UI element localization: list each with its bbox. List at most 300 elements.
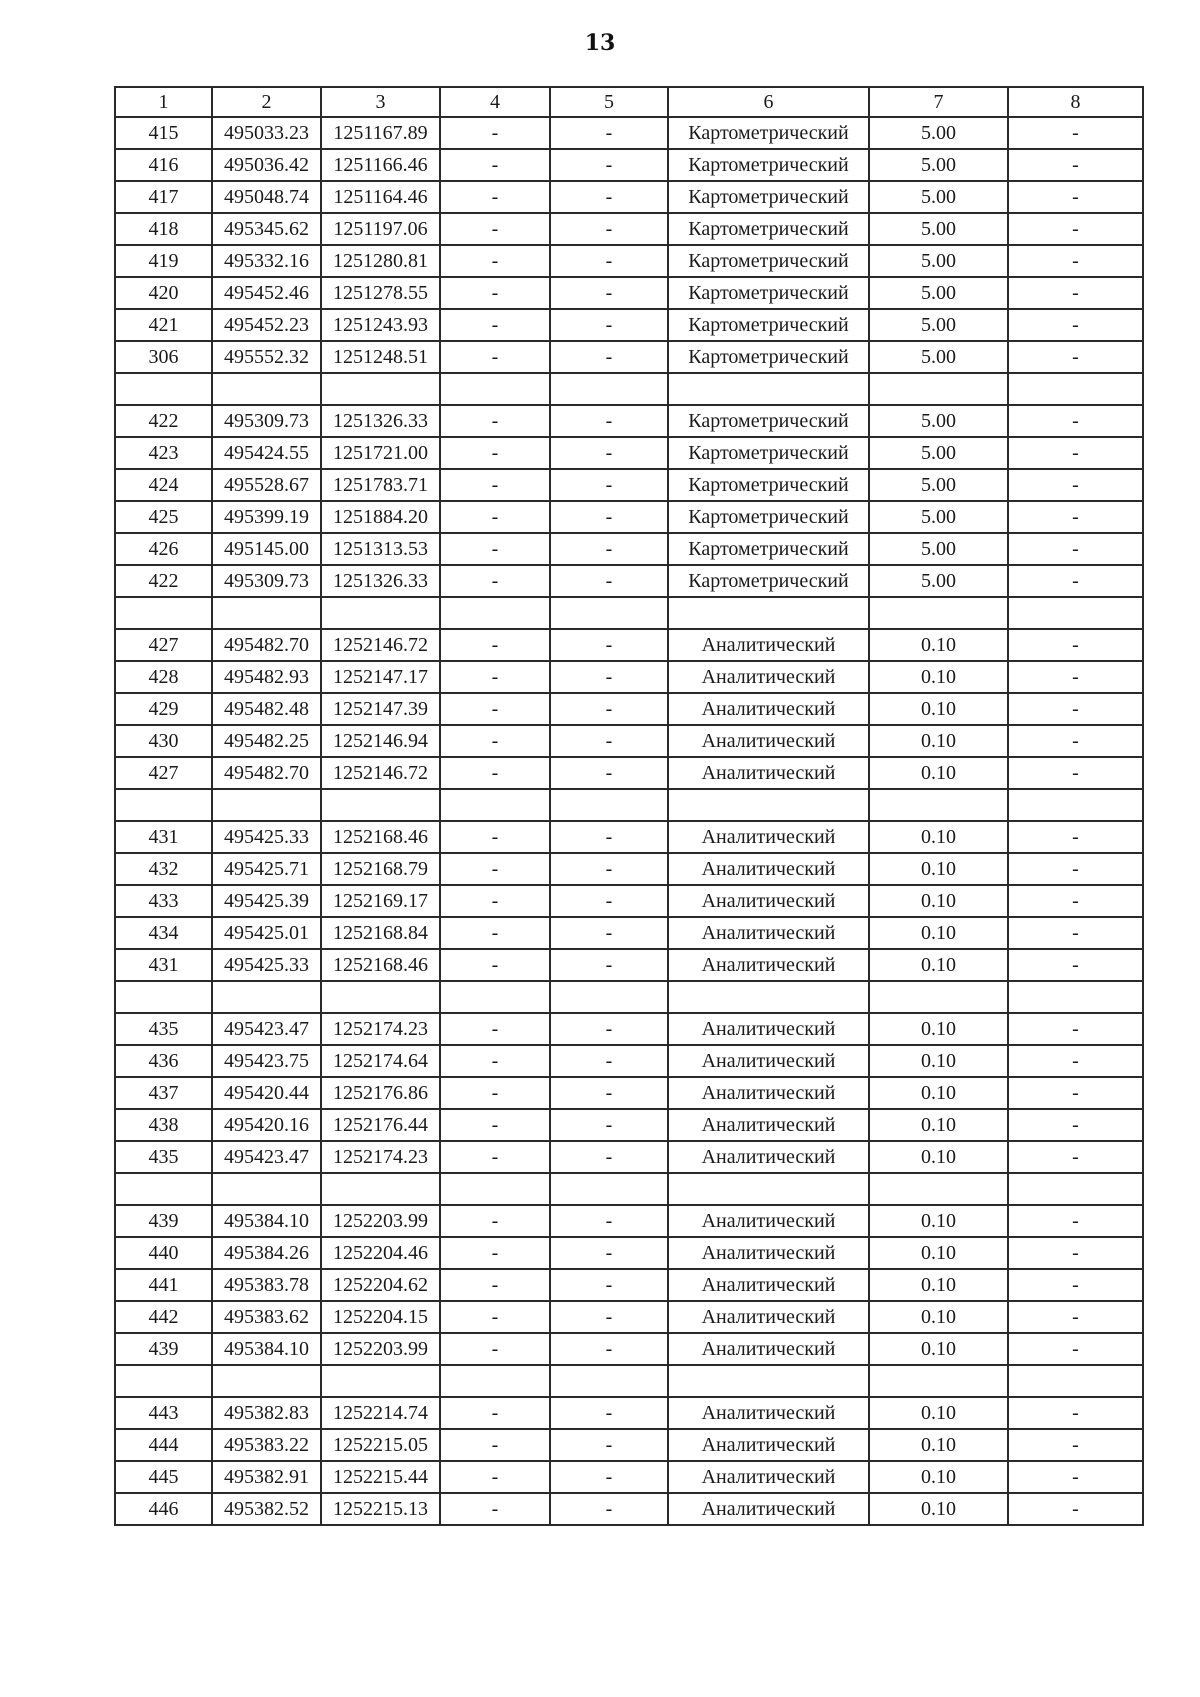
table-row xyxy=(115,1109,1143,1141)
column-5-cell: - xyxy=(550,1493,668,1525)
column-5-cell: - xyxy=(550,693,668,725)
point-number-cell: 446 xyxy=(115,1493,212,1525)
method-cell: Картометрический xyxy=(668,501,869,533)
method-cell: Аналитический xyxy=(668,1493,869,1525)
accuracy-cell: 0.10 xyxy=(869,1045,1008,1077)
x-coordinate-cell: 495399.19 xyxy=(212,501,321,533)
column-8-cell: - xyxy=(1008,117,1143,149)
column-8-cell: - xyxy=(1008,277,1143,309)
table-separator-row xyxy=(115,373,1143,405)
table-row xyxy=(115,1429,1143,1461)
method-cell: Аналитический xyxy=(668,1237,869,1269)
column-4-cell: - xyxy=(440,213,550,245)
x-coordinate-cell: 495424.55 xyxy=(212,437,321,469)
x-coordinate-cell: 495384.10 xyxy=(212,1333,321,1365)
point-number-cell: 429 xyxy=(115,693,212,725)
y-coordinate-cell: 1252168.84 xyxy=(321,917,440,949)
column-5-cell: - xyxy=(550,181,668,213)
column-8-cell: - xyxy=(1008,1333,1143,1365)
method-cell: Картометрический xyxy=(668,437,869,469)
x-coordinate-cell: 495420.16 xyxy=(212,1109,321,1141)
method-cell: Аналитический xyxy=(668,661,869,693)
method-cell: Аналитический xyxy=(668,1397,869,1429)
point-number-cell xyxy=(115,1365,212,1397)
page-number: 13 xyxy=(584,30,616,56)
x-coordinate-cell: 495382.83 xyxy=(212,1397,321,1429)
column-8-cell: - xyxy=(1008,917,1143,949)
point-number-cell: 418 xyxy=(115,213,212,245)
method-cell xyxy=(668,789,869,821)
column-8-cell xyxy=(1008,1365,1143,1397)
accuracy-cell: 0.10 xyxy=(869,1461,1008,1493)
y-coordinate-cell xyxy=(321,1173,440,1205)
column-8-cell: - xyxy=(1008,821,1143,853)
point-number-cell: 443 xyxy=(115,1397,212,1429)
column-4-cell: - xyxy=(440,117,550,149)
table-row xyxy=(115,405,1143,437)
table-row xyxy=(115,565,1143,597)
x-coordinate-cell: 495452.23 xyxy=(212,309,321,341)
x-coordinate-cell: 495482.48 xyxy=(212,693,321,725)
table-row xyxy=(115,309,1143,341)
method-cell xyxy=(668,1173,869,1205)
column-5-cell: - xyxy=(550,437,668,469)
point-number-cell: 415 xyxy=(115,117,212,149)
x-coordinate-cell: 495382.52 xyxy=(212,1493,321,1525)
column-5-cell xyxy=(550,597,668,629)
column-8-cell: - xyxy=(1008,1429,1143,1461)
x-coordinate-cell: 495420.44 xyxy=(212,1077,321,1109)
column-8-cell: - xyxy=(1008,629,1143,661)
x-coordinate-cell: 495036.42 xyxy=(212,149,321,181)
y-coordinate-cell: 1252215.13 xyxy=(321,1493,440,1525)
method-cell: Аналитический xyxy=(668,917,869,949)
table-row xyxy=(115,341,1143,373)
column-5-cell: - xyxy=(550,1461,668,1493)
column-8-cell xyxy=(1008,373,1143,405)
table-row xyxy=(115,277,1143,309)
column-8-cell xyxy=(1008,597,1143,629)
column-5-cell: - xyxy=(550,1141,668,1173)
accuracy-cell: 0.10 xyxy=(869,1429,1008,1461)
method-cell: Картометрический xyxy=(668,117,869,149)
column-8-cell: - xyxy=(1008,1205,1143,1237)
x-coordinate-cell: 495383.78 xyxy=(212,1269,321,1301)
point-number-cell: 445 xyxy=(115,1461,212,1493)
x-coordinate-cell: 495384.26 xyxy=(212,1237,321,1269)
point-number-cell: 437 xyxy=(115,1077,212,1109)
y-coordinate-cell: 1252174.23 xyxy=(321,1141,440,1173)
column-4-cell: - xyxy=(440,501,550,533)
table-row xyxy=(115,1333,1143,1365)
column-8-cell: - xyxy=(1008,1013,1143,1045)
x-coordinate-cell: 495552.32 xyxy=(212,341,321,373)
table-header-row xyxy=(115,87,1143,117)
y-coordinate-cell: 1251278.55 xyxy=(321,277,440,309)
column-5-cell: - xyxy=(550,341,668,373)
accuracy-cell: 5.00 xyxy=(869,309,1008,341)
method-cell: Картометрический xyxy=(668,341,869,373)
accuracy-cell: 5.00 xyxy=(869,277,1008,309)
x-coordinate-cell: 495425.33 xyxy=(212,821,321,853)
point-number-cell: 430 xyxy=(115,725,212,757)
method-cell: Аналитический xyxy=(668,821,869,853)
point-number-cell: 434 xyxy=(115,917,212,949)
table-row xyxy=(115,1461,1143,1493)
x-coordinate-cell: 495309.73 xyxy=(212,405,321,437)
x-coordinate-cell: 495383.62 xyxy=(212,1301,321,1333)
y-coordinate-cell: 1252174.23 xyxy=(321,1013,440,1045)
point-number-cell: 435 xyxy=(115,1013,212,1045)
point-number-cell xyxy=(115,373,212,405)
method-cell xyxy=(668,597,869,629)
table-row xyxy=(115,117,1143,149)
x-coordinate-cell: 495452.46 xyxy=(212,277,321,309)
method-cell xyxy=(668,1365,869,1397)
y-coordinate-cell xyxy=(321,789,440,821)
method-cell: Аналитический xyxy=(668,1045,869,1077)
y-coordinate-cell xyxy=(321,1365,440,1397)
accuracy-cell: 0.10 xyxy=(869,821,1008,853)
column-5-cell: - xyxy=(550,1045,668,1077)
accuracy-cell: 5.00 xyxy=(869,245,1008,277)
method-cell: Картометрический xyxy=(668,405,869,437)
accuracy-cell: 0.10 xyxy=(869,1397,1008,1429)
column-5-cell: - xyxy=(550,277,668,309)
column-4-cell: - xyxy=(440,885,550,917)
accuracy-cell: 0.10 xyxy=(869,1333,1008,1365)
y-coordinate-cell: 1252169.17 xyxy=(321,885,440,917)
table-row xyxy=(115,1493,1143,1525)
y-coordinate-cell: 1252215.44 xyxy=(321,1461,440,1493)
point-number-cell: 416 xyxy=(115,149,212,181)
method-cell: Аналитический xyxy=(668,1141,869,1173)
column-5-cell: - xyxy=(550,1205,668,1237)
table-row xyxy=(115,917,1143,949)
column-8-cell: - xyxy=(1008,501,1143,533)
column-5-cell: - xyxy=(550,725,668,757)
x-coordinate-cell: 495033.23 xyxy=(212,117,321,149)
table-row xyxy=(115,1045,1143,1077)
column-5-cell: - xyxy=(550,885,668,917)
y-coordinate-cell: 1252146.72 xyxy=(321,757,440,789)
column-8-cell: - xyxy=(1008,757,1143,789)
column-5-cell: - xyxy=(550,757,668,789)
column-8-cell: - xyxy=(1008,245,1143,277)
y-coordinate-cell: 1252204.46 xyxy=(321,1237,440,1269)
column-8-cell: - xyxy=(1008,1045,1143,1077)
x-coordinate-cell: 495423.75 xyxy=(212,1045,321,1077)
accuracy-cell xyxy=(869,789,1008,821)
method-cell: Аналитический xyxy=(668,1205,869,1237)
table-row xyxy=(115,149,1143,181)
accuracy-cell: 5.00 xyxy=(869,501,1008,533)
x-coordinate-cell xyxy=(212,981,321,1013)
y-coordinate-cell: 1251326.33 xyxy=(321,565,440,597)
column-4-cell xyxy=(440,1173,550,1205)
column-4-cell: - xyxy=(440,917,550,949)
column-8-cell: - xyxy=(1008,437,1143,469)
table-row xyxy=(115,501,1143,533)
column-8-cell xyxy=(1008,1173,1143,1205)
column-5-cell xyxy=(550,1173,668,1205)
y-coordinate-cell xyxy=(321,597,440,629)
point-number-cell: 422 xyxy=(115,565,212,597)
column-4-cell: - xyxy=(440,821,550,853)
column-4-cell xyxy=(440,597,550,629)
accuracy-cell: 0.10 xyxy=(869,1301,1008,1333)
table-row xyxy=(115,469,1143,501)
table-row xyxy=(115,853,1143,885)
y-coordinate-cell xyxy=(321,981,440,1013)
table-row xyxy=(115,1077,1143,1109)
method-cell xyxy=(668,981,869,1013)
accuracy-cell: 0.10 xyxy=(869,1205,1008,1237)
table-separator-row xyxy=(115,981,1143,1013)
column-header: 3 xyxy=(321,87,440,117)
accuracy-cell: 0.10 xyxy=(869,1013,1008,1045)
y-coordinate-cell: 1252203.99 xyxy=(321,1205,440,1237)
column-4-cell: - xyxy=(440,629,550,661)
column-5-cell: - xyxy=(550,949,668,981)
column-8-cell xyxy=(1008,981,1143,1013)
table-row xyxy=(115,1397,1143,1429)
y-coordinate-cell: 1252204.62 xyxy=(321,1269,440,1301)
x-coordinate-cell: 495309.73 xyxy=(212,565,321,597)
column-8-cell: - xyxy=(1008,533,1143,565)
table-separator-row xyxy=(115,1365,1143,1397)
y-coordinate-cell: 1251280.81 xyxy=(321,245,440,277)
x-coordinate-cell: 495382.91 xyxy=(212,1461,321,1493)
column-8-cell: - xyxy=(1008,661,1143,693)
accuracy-cell: 5.00 xyxy=(869,469,1008,501)
method-cell: Картометрический xyxy=(668,277,869,309)
column-5-cell: - xyxy=(550,533,668,565)
point-number-cell: 435 xyxy=(115,1141,212,1173)
y-coordinate-cell: 1252168.79 xyxy=(321,853,440,885)
x-coordinate-cell xyxy=(212,1173,321,1205)
column-4-cell: - xyxy=(440,1269,550,1301)
accuracy-cell: 0.10 xyxy=(869,725,1008,757)
point-number-cell: 442 xyxy=(115,1301,212,1333)
column-8-cell: - xyxy=(1008,1301,1143,1333)
y-coordinate-cell: 1252176.44 xyxy=(321,1109,440,1141)
column-5-cell: - xyxy=(550,149,668,181)
column-4-cell xyxy=(440,373,550,405)
x-coordinate-cell: 495425.33 xyxy=(212,949,321,981)
method-cell: Аналитический xyxy=(668,629,869,661)
column-5-cell: - xyxy=(550,213,668,245)
accuracy-cell xyxy=(869,373,1008,405)
method-cell: Картометрический xyxy=(668,469,869,501)
column-header: 4 xyxy=(440,87,550,117)
table-row xyxy=(115,661,1143,693)
y-coordinate-cell: 1252146.94 xyxy=(321,725,440,757)
accuracy-cell: 0.10 xyxy=(869,757,1008,789)
column-4-cell: - xyxy=(440,405,550,437)
y-coordinate-cell: 1252146.72 xyxy=(321,629,440,661)
accuracy-cell: 0.10 xyxy=(869,1141,1008,1173)
point-number-cell: 433 xyxy=(115,885,212,917)
accuracy-cell: 0.10 xyxy=(869,949,1008,981)
column-4-cell: - xyxy=(440,693,550,725)
column-5-cell: - xyxy=(550,1269,668,1301)
table-row xyxy=(115,1013,1143,1045)
y-coordinate-cell: 1252204.15 xyxy=(321,1301,440,1333)
table-row xyxy=(115,533,1143,565)
column-5-cell: - xyxy=(550,1333,668,1365)
column-5-cell: - xyxy=(550,309,668,341)
x-coordinate-cell: 495423.47 xyxy=(212,1013,321,1045)
y-coordinate-cell: 1252203.99 xyxy=(321,1333,440,1365)
x-coordinate-cell: 495048.74 xyxy=(212,181,321,213)
table-row xyxy=(115,949,1143,981)
table-row xyxy=(115,629,1143,661)
column-8-cell: - xyxy=(1008,1493,1143,1525)
table-row xyxy=(115,213,1143,245)
method-cell: Картометрический xyxy=(668,213,869,245)
accuracy-cell: 0.10 xyxy=(869,1493,1008,1525)
y-coordinate-cell: 1251313.53 xyxy=(321,533,440,565)
table-row xyxy=(115,181,1143,213)
column-8-cell: - xyxy=(1008,469,1143,501)
column-4-cell: - xyxy=(440,1141,550,1173)
column-8-cell: - xyxy=(1008,885,1143,917)
accuracy-cell: 0.10 xyxy=(869,853,1008,885)
accuracy-cell: 5.00 xyxy=(869,565,1008,597)
accuracy-cell xyxy=(869,597,1008,629)
column-4-cell: - xyxy=(440,1045,550,1077)
y-coordinate-cell: 1251243.93 xyxy=(321,309,440,341)
column-5-cell: - xyxy=(550,405,668,437)
x-coordinate-cell: 495482.70 xyxy=(212,757,321,789)
column-4-cell: - xyxy=(440,853,550,885)
x-coordinate-cell xyxy=(212,789,321,821)
column-5-cell xyxy=(550,789,668,821)
column-5-cell: - xyxy=(550,661,668,693)
y-coordinate-cell: 1252176.86 xyxy=(321,1077,440,1109)
column-5-cell: - xyxy=(550,1237,668,1269)
column-4-cell: - xyxy=(440,1013,550,1045)
column-5-cell: - xyxy=(550,1109,668,1141)
method-cell: Аналитический xyxy=(668,1013,869,1045)
column-4-cell: - xyxy=(440,309,550,341)
y-coordinate-cell: 1252174.64 xyxy=(321,1045,440,1077)
y-coordinate-cell: 1251884.20 xyxy=(321,501,440,533)
column-4-cell: - xyxy=(440,661,550,693)
column-4-cell: - xyxy=(440,245,550,277)
accuracy-cell xyxy=(869,1365,1008,1397)
method-cell: Картометрический xyxy=(668,309,869,341)
accuracy-cell: 5.00 xyxy=(869,181,1008,213)
column-5-cell: - xyxy=(550,1429,668,1461)
column-8-cell: - xyxy=(1008,405,1143,437)
column-5-cell xyxy=(550,1365,668,1397)
point-number-cell: 439 xyxy=(115,1205,212,1237)
column-4-cell: - xyxy=(440,469,550,501)
point-number-cell: 419 xyxy=(115,245,212,277)
x-coordinate-cell xyxy=(212,597,321,629)
column-4-cell: - xyxy=(440,277,550,309)
x-coordinate-cell: 495425.71 xyxy=(212,853,321,885)
column-8-cell: - xyxy=(1008,1141,1143,1173)
column-8-cell: - xyxy=(1008,1109,1143,1141)
column-8-cell: - xyxy=(1008,1461,1143,1493)
column-4-cell: - xyxy=(440,1237,550,1269)
table-row xyxy=(115,1301,1143,1333)
accuracy-cell: 0.10 xyxy=(869,1109,1008,1141)
column-4-cell xyxy=(440,1365,550,1397)
y-coordinate-cell: 1252214.74 xyxy=(321,1397,440,1429)
accuracy-cell: 0.10 xyxy=(869,1269,1008,1301)
point-number-cell: 431 xyxy=(115,821,212,853)
table-separator-row xyxy=(115,789,1143,821)
x-coordinate-cell: 495384.10 xyxy=(212,1205,321,1237)
table-body xyxy=(115,117,1143,1525)
point-number-cell xyxy=(115,1173,212,1205)
y-coordinate-cell: 1251721.00 xyxy=(321,437,440,469)
x-coordinate-cell: 495145.00 xyxy=(212,533,321,565)
column-header: 7 xyxy=(869,87,1008,117)
column-8-cell: - xyxy=(1008,853,1143,885)
point-number-cell: 425 xyxy=(115,501,212,533)
table-row xyxy=(115,885,1143,917)
method-cell: Аналитический xyxy=(668,885,869,917)
method-cell: Картометрический xyxy=(668,565,869,597)
column-5-cell: - xyxy=(550,1397,668,1429)
column-4-cell: - xyxy=(440,1493,550,1525)
method-cell: Аналитический xyxy=(668,693,869,725)
table-separator-row xyxy=(115,597,1143,629)
y-coordinate-cell: 1251167.89 xyxy=(321,117,440,149)
column-5-cell: - xyxy=(550,1013,668,1045)
point-number-cell: 421 xyxy=(115,309,212,341)
column-4-cell xyxy=(440,981,550,1013)
column-5-cell xyxy=(550,373,668,405)
accuracy-cell: 0.10 xyxy=(869,1077,1008,1109)
accuracy-cell: 0.10 xyxy=(869,661,1008,693)
table-row xyxy=(115,245,1143,277)
table-row xyxy=(115,725,1143,757)
table-separator-row xyxy=(115,1173,1143,1205)
y-coordinate-cell: 1251248.51 xyxy=(321,341,440,373)
accuracy-cell: 5.00 xyxy=(869,213,1008,245)
column-5-cell: - xyxy=(550,853,668,885)
column-header: 6 xyxy=(668,87,869,117)
x-coordinate-cell: 495423.47 xyxy=(212,1141,321,1173)
column-5-cell: - xyxy=(550,565,668,597)
accuracy-cell: 5.00 xyxy=(869,533,1008,565)
point-number-cell: 426 xyxy=(115,533,212,565)
column-4-cell: - xyxy=(440,533,550,565)
accuracy-cell: 5.00 xyxy=(869,149,1008,181)
point-number-cell: 444 xyxy=(115,1429,212,1461)
column-4-cell: - xyxy=(440,181,550,213)
table-row xyxy=(115,1269,1143,1301)
column-8-cell: - xyxy=(1008,693,1143,725)
point-number-cell: 422 xyxy=(115,405,212,437)
column-5-cell: - xyxy=(550,629,668,661)
coordinates-table xyxy=(114,86,1144,1526)
x-coordinate-cell: 495345.62 xyxy=(212,213,321,245)
table-row xyxy=(115,693,1143,725)
table-row xyxy=(115,1205,1143,1237)
column-5-cell: - xyxy=(550,821,668,853)
column-4-cell: - xyxy=(440,725,550,757)
accuracy-cell: 0.10 xyxy=(869,1237,1008,1269)
point-number-cell: 424 xyxy=(115,469,212,501)
column-5-cell: - xyxy=(550,469,668,501)
